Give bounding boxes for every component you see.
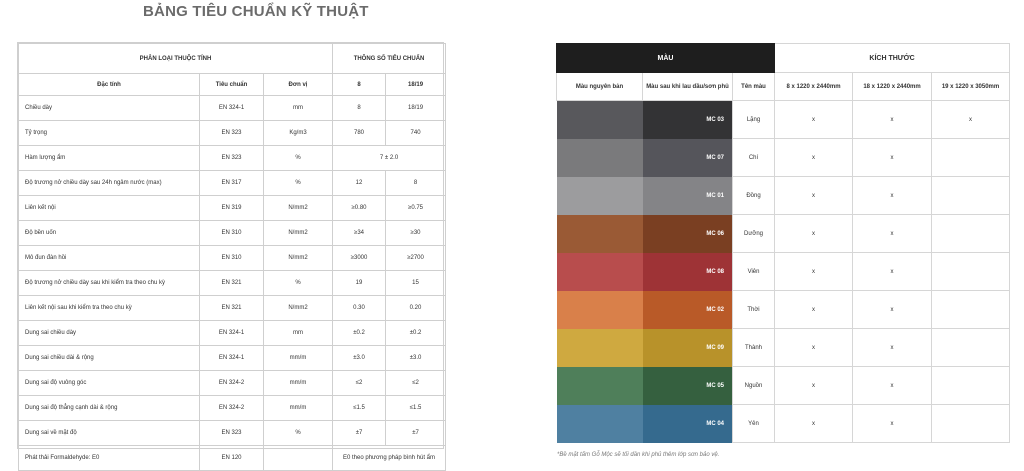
size-18-availability: x xyxy=(853,291,932,329)
size-8-availability: x xyxy=(775,139,853,177)
original-color-swatch xyxy=(557,367,643,405)
spec-standard: EN 324-2 xyxy=(200,396,264,421)
spec-value-18mm: 18/19 xyxy=(386,96,446,121)
spec-unit: mm xyxy=(264,96,333,121)
size-18-availability: x xyxy=(853,329,932,367)
color-table xyxy=(556,43,1009,443)
spec-standard: EN 323 xyxy=(200,121,264,146)
size-8-availability: x xyxy=(775,177,853,215)
color-row xyxy=(557,291,1010,329)
size-18-availability: x xyxy=(853,215,932,253)
spec-standard: EN 310 xyxy=(200,246,264,271)
size-19-availability xyxy=(932,405,1010,443)
spec-standard: EN 324-2 xyxy=(200,371,264,396)
original-color-swatch xyxy=(557,101,643,139)
finished-color-swatch: MC 02 xyxy=(643,291,733,329)
spec-unit xyxy=(264,446,333,471)
color-row xyxy=(557,101,1010,139)
spec-property: Dung sai chiều dài & rộng xyxy=(19,346,200,371)
spec-value-8mm: ≤2 xyxy=(333,371,386,396)
spec-value-18mm: 740 xyxy=(386,121,446,146)
spec-value-18mm: ±7 xyxy=(386,421,446,446)
spec-value-18mm: ≥30 xyxy=(386,221,446,246)
spec-standard: EN 321 xyxy=(200,271,264,296)
spec-unit: % xyxy=(264,146,333,171)
spec-row xyxy=(19,371,446,396)
spec-property: Độ trương nở chiều dày sau khi kiểm tra theo chu kỳ xyxy=(19,271,200,296)
spec-value-8mm: ≤1.5 xyxy=(333,396,386,421)
original-color-swatch xyxy=(557,139,643,177)
color-header: MÀU xyxy=(557,44,775,73)
color-row xyxy=(557,139,1010,177)
spec-row xyxy=(19,296,446,321)
size-19-availability xyxy=(932,291,1010,329)
spec-unit: N/mm2 xyxy=(264,196,333,221)
size-18-availability: x xyxy=(853,177,932,215)
size-19-availability: x xyxy=(932,101,1010,139)
col-header-size-19: 19 x 1220 x 3050mm xyxy=(932,73,1010,101)
footnote: *Bề mặt tấm Gỗ Mộc sẽ tối dần khi phủ thêm lớp sơn bảo vệ. xyxy=(557,452,720,458)
spec-row xyxy=(19,96,446,121)
spec-unit: % xyxy=(264,171,333,196)
spec-unit: % xyxy=(264,271,333,296)
spec-unit: % xyxy=(264,421,333,446)
size-19-availability xyxy=(932,139,1010,177)
size-8-availability: x xyxy=(775,291,853,329)
spec-row xyxy=(19,121,446,146)
col-header-18mm: 18/19 xyxy=(386,74,446,96)
color-row xyxy=(557,215,1010,253)
spec-row xyxy=(19,421,446,446)
spec-unit: mm/m xyxy=(264,346,333,371)
spec-unit: mm/m xyxy=(264,396,333,421)
size-19-availability xyxy=(932,253,1010,291)
spec-standard: EN 324-1 xyxy=(200,321,264,346)
spec-value-8mm: 780 xyxy=(333,121,386,146)
spec-row xyxy=(19,246,446,271)
spec-row xyxy=(19,221,446,246)
spec-standard: EN 324-1 xyxy=(200,96,264,121)
finished-color-swatch: MC 06 xyxy=(643,215,733,253)
spec-value-18mm: 8 xyxy=(386,171,446,196)
size-19-availability xyxy=(932,329,1010,367)
size-19-availability xyxy=(932,367,1010,405)
spec-value-8mm: ±7 xyxy=(333,421,386,446)
col-header-size-8: 8 x 1220 x 2440mm xyxy=(775,73,853,101)
color-name: Viên xyxy=(733,253,775,291)
size-8-availability: x xyxy=(775,329,853,367)
color-name: Nguồn xyxy=(733,367,775,405)
col-header-standard: Tiêu chuẩn xyxy=(200,74,264,96)
color-name: Đồng xyxy=(733,177,775,215)
spec-value-18mm: ≥0.75 xyxy=(386,196,446,221)
size-8-availability: x xyxy=(775,215,853,253)
spec-value-8mm: 19 xyxy=(333,271,386,296)
col-header-unit: Đơn vị xyxy=(264,74,333,96)
original-color-swatch xyxy=(557,329,643,367)
spec-property: Dung sai về mặt độ xyxy=(19,421,200,446)
spec-unit: Kg/m3 xyxy=(264,121,333,146)
spec-row xyxy=(19,346,446,371)
original-color-swatch xyxy=(557,177,643,215)
size-18-availability: x xyxy=(853,253,932,291)
spec-row xyxy=(19,171,446,196)
color-row xyxy=(557,253,1010,291)
spec-standard: EN 317 xyxy=(200,171,264,196)
spec-value-8mm: ≥0.80 xyxy=(333,196,386,221)
spec-value-8mm: ≥3000 xyxy=(333,246,386,271)
spec-value-8mm: 8 xyxy=(333,96,386,121)
color-name: Chí xyxy=(733,139,775,177)
spec-row xyxy=(19,396,446,421)
color-row xyxy=(557,177,1010,215)
spec-value-merged: 7 ± 2.0 xyxy=(333,146,446,171)
col-header-color-name: Tên màu xyxy=(733,73,775,101)
original-color-swatch xyxy=(557,215,643,253)
col-header-property: Đặc tính xyxy=(19,74,200,96)
spec-property: Tỷ trọng xyxy=(19,121,200,146)
spec-row xyxy=(19,446,446,471)
original-color-swatch xyxy=(557,291,643,329)
page-title: BẢNG TIÊU CHUẨN KỸ THUẬT xyxy=(143,3,369,20)
spec-value-8mm: ≥34 xyxy=(333,221,386,246)
spec-property: Chiều dày xyxy=(19,96,200,121)
spec-value-merged: E0 theo phương pháp bình hút ẩm xyxy=(333,446,446,471)
spec-table xyxy=(17,42,444,461)
spec-property: Độ trương nở chiều dày sau 24h ngâm nước (max) xyxy=(19,171,200,196)
spec-value-8mm: ±0.2 xyxy=(333,321,386,346)
spec-value-18mm: ±3.0 xyxy=(386,346,446,371)
color-column-header-row xyxy=(557,73,1010,101)
size-header: KÍCH THƯỚC xyxy=(775,44,1010,73)
size-8-availability: x xyxy=(775,101,853,139)
color-name: Thời xyxy=(733,291,775,329)
size-18-availability: x xyxy=(853,101,932,139)
spec-unit: N/mm2 xyxy=(264,296,333,321)
spec-group-header: PHÂN LOẠI THUỘC TÍNH xyxy=(19,44,333,74)
spec-property: Hàm lượng ẩm xyxy=(19,146,200,171)
spec-row xyxy=(19,146,446,171)
finished-color-swatch: MC 05 xyxy=(643,367,733,405)
spec-value-18mm: ±0.2 xyxy=(386,321,446,346)
color-name: Thành xyxy=(733,329,775,367)
color-group-header-row xyxy=(557,44,1010,73)
size-8-availability: x xyxy=(775,405,853,443)
spec-row xyxy=(19,271,446,296)
col-header-size-18: 18 x 1220 x 2440mm xyxy=(853,73,932,101)
spec-value-18mm: ≥2700 xyxy=(386,246,446,271)
size-8-availability: x xyxy=(775,253,853,291)
spec-property: Dung sai độ thẳng cạnh dài & rộng xyxy=(19,396,200,421)
spec-row xyxy=(19,321,446,346)
spec-value-18mm: 0.20 xyxy=(386,296,446,321)
size-18-availability: x xyxy=(853,405,932,443)
color-name: Dưỡng xyxy=(733,215,775,253)
spec-property: Phát thải Formaldehyde: E0 xyxy=(19,446,200,471)
finished-color-swatch: MC 09 xyxy=(643,329,733,367)
spec-value-8mm: ±3.0 xyxy=(333,346,386,371)
spec-value-18mm: ≤2 xyxy=(386,371,446,396)
finished-color-swatch: MC 08 xyxy=(643,253,733,291)
finished-color-swatch: MC 01 xyxy=(643,177,733,215)
col-header-8mm: 8 xyxy=(333,74,386,96)
size-19-availability xyxy=(932,177,1010,215)
spec-standard: EN 323 xyxy=(200,421,264,446)
spec-standard: EN 319 xyxy=(200,196,264,221)
spec-unit: N/mm2 xyxy=(264,221,333,246)
col-header-original-color: Màu nguyên bản xyxy=(557,73,643,101)
spec-standard: EN 324-1 xyxy=(200,346,264,371)
spec-property: Dung sai chiều dày xyxy=(19,321,200,346)
spec-unit: mm xyxy=(264,321,333,346)
finished-color-swatch: MC 07 xyxy=(643,139,733,177)
spec-value-8mm: 0.30 xyxy=(333,296,386,321)
color-row xyxy=(557,405,1010,443)
spec-property: Liên kết nội sau khi kiểm tra theo chu kỳ xyxy=(19,296,200,321)
spec-unit: N/mm2 xyxy=(264,246,333,271)
spec-property: Độ bền uốn xyxy=(19,221,200,246)
size-8-availability: x xyxy=(775,367,853,405)
col-header-finished-color: Màu sau khi lau dầu/sơn phủ xyxy=(643,73,733,101)
spec-column-header-row xyxy=(19,74,446,96)
spec-group-header-row xyxy=(19,44,446,74)
spec-row xyxy=(19,196,446,221)
size-19-availability xyxy=(932,215,1010,253)
spec-standard: EN 321 xyxy=(200,296,264,321)
spec-value-18mm: ≤1.5 xyxy=(386,396,446,421)
spec-property: Liên kết nội xyxy=(19,196,200,221)
color-row xyxy=(557,367,1010,405)
size-18-availability: x xyxy=(853,139,932,177)
finished-color-swatch: MC 03 xyxy=(643,101,733,139)
spec-property: Mô đun đàn hồi xyxy=(19,246,200,271)
spec-property: Dung sai độ vuông góc xyxy=(19,371,200,396)
size-18-availability: x xyxy=(853,367,932,405)
spec-standard: EN 310 xyxy=(200,221,264,246)
spec-standard: EN 120 xyxy=(200,446,264,471)
spec-std-header: THÔNG SỐ TIÊU CHUẨN xyxy=(333,44,446,74)
spec-value-8mm: 12 xyxy=(333,171,386,196)
color-row xyxy=(557,329,1010,367)
spec-unit: mm/m xyxy=(264,371,333,396)
spec-value-18mm: 15 xyxy=(386,271,446,296)
spec-standard: EN 323 xyxy=(200,146,264,171)
color-name: Yên xyxy=(733,405,775,443)
finished-color-swatch: MC 04 xyxy=(643,405,733,443)
original-color-swatch xyxy=(557,253,643,291)
color-name: Lặng xyxy=(733,101,775,139)
original-color-swatch xyxy=(557,405,643,443)
